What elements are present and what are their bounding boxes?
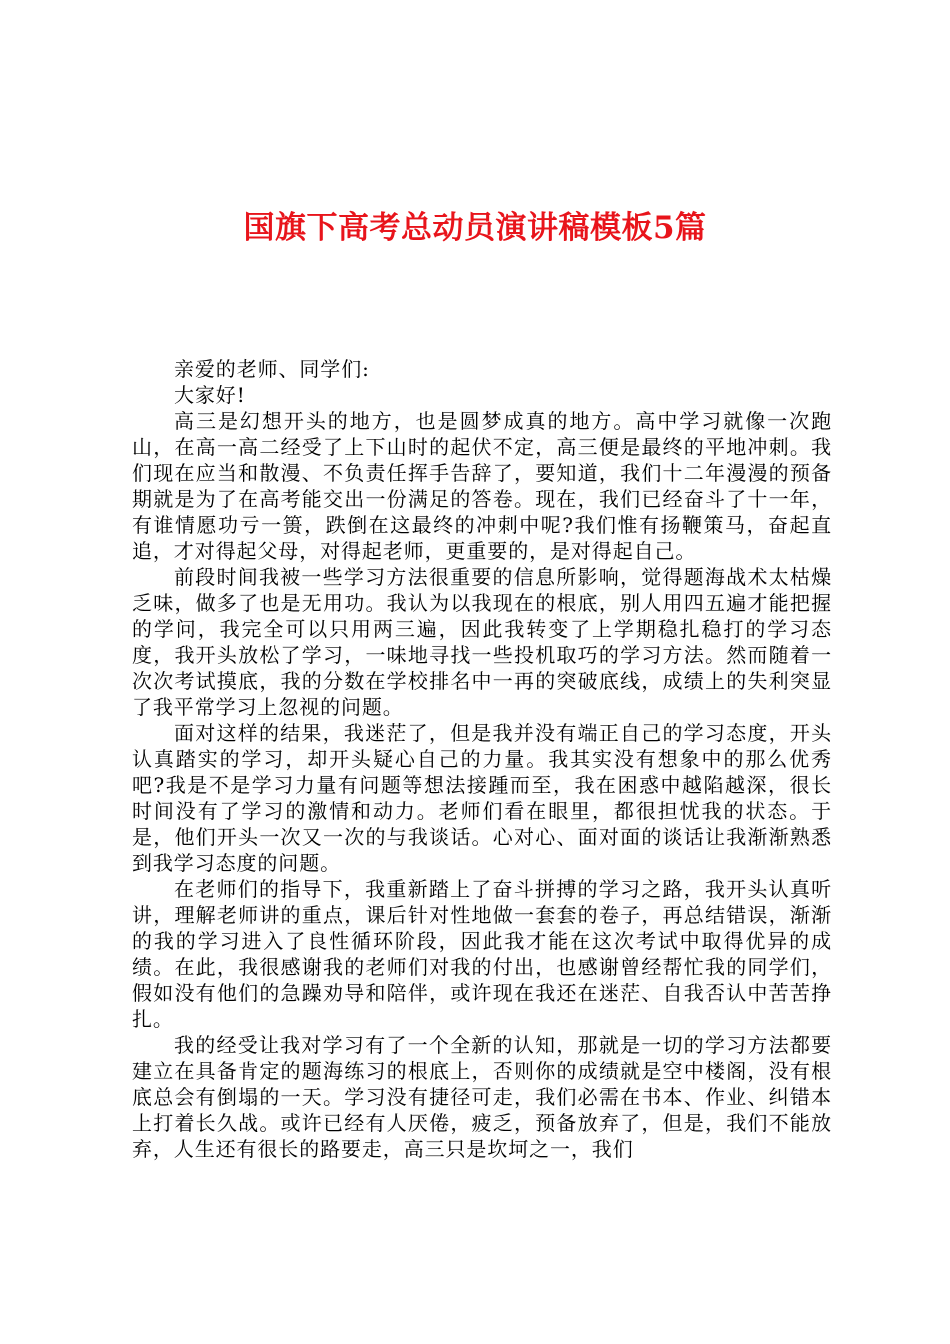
- document-body: [132, 356, 832, 1162]
- body-paragraph-1: 高三是幻想开头的地方，也是圆梦成真的地方。高中学习就像一次跑山，在高一高二经受了上下山时的起伏不定，高三便是最终的平地冲刺。我们现在应当和散漫、不负责任挥手告辞了，要知道，我们十二年漫漫的预备期就是为了在高考能交出一份满足的答卷。现在，我们已经奋斗了十一年，有谁情愿功亏一篑，跌倒在这最终的冲刺中呢?我们惟有扬鞭策马，奋起直追，才对得起父母，对得起老师，更重要的，是对得起自己。: [132, 409, 832, 563]
- body-paragraph-2: 前段时间我被一些学习方法很重要的信息所影响，觉得题海战术太枯燥乏味，做多了也是无用功。我认为以我现在的根底，别人用四五遍才能把握的学问，我完全可以只用两三遍，因此我转变了上学期稳扎稳打的学习态度，我开头放松了学习，一味地寻找一些投机取巧的学习方法。然而随着一次次考试摸底，我的分数在学校排名中一再的突破底线，成绩上的失利突显了我平常学习上忽视的问题。: [132, 565, 832, 719]
- body-paragraph-5: 我的经受让我对学习有了一个全新的认知，那就是一切的学习方法都要建立在具备肯定的题海练习的根底上，否则你的成绩就是空中楼阁，没有根底总会有倒塌的一天。学习没有捷径可走，我们必需在书本、作业、纠错本上打着长久战。或许已经有人厌倦，疲乏，预备放弃了，但是，我们不能放弃，人生还有很长的路要走，高三只是坎坷之一，我们: [132, 1033, 832, 1161]
- document-title: 国旗下高考总动员演讲稿模板5篇: [243, 210, 707, 246]
- salutation: 亲爱的老师、同学们:: [174, 357, 370, 381]
- greeting: 大家好!: [174, 383, 246, 407]
- body-paragraph-3: 面对这样的结果，我迷茫了，但是我并没有端正自己的学习态度，开头认真踏实的学习，却开头疑心自己的力量。我其实没有想象中的那么优秀吧?我是不是学习力量有问题等想法接踵而至，我在困惑中越陷越深，很长时间没有了学习的激情和动力。老师们看在眼里，都很担忧我的状态。于是，他们开头一次又一次的与我谈话。心对心、面对面的谈话让我渐渐熟悉到我学习态度的问题。: [132, 721, 832, 875]
- body-paragraph-4: 在老师们的指导下，我重新踏上了奋斗拼搏的学习之路，我开头认真听讲，理解老师讲的重点，课后针对性地做一套套的卷子，再总结错误，渐渐的我的学习进入了良性循环阶段，因此我才能在这次考试中取得优异的成绩。在此，我很感谢我的老师们对我的付出，也感谢曾经帮忙我的同学们，假如没有他们的急躁劝导和陪伴，或许现在我还在迷茫、自我否认中苦苦挣扎。: [132, 877, 832, 1031]
